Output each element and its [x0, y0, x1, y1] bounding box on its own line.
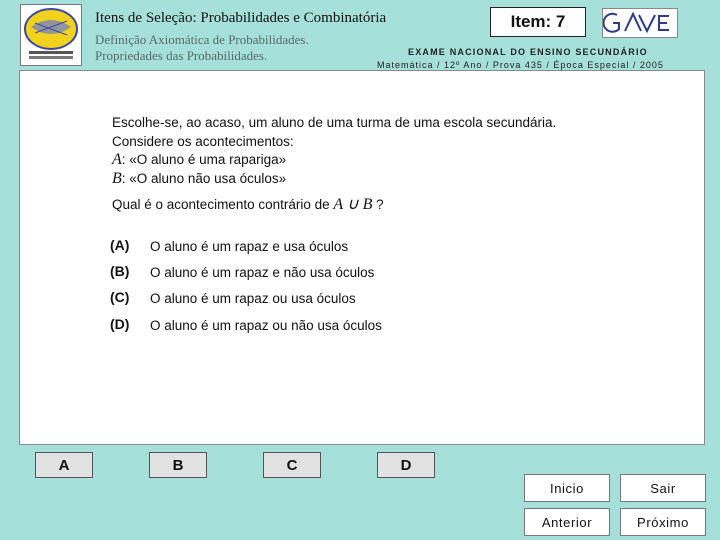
school-logo	[20, 4, 82, 66]
event-b-symbol: B	[112, 170, 122, 187]
event-a	[112, 151, 286, 169]
option-b-letter: (B)	[110, 263, 130, 279]
gave-logo-icon	[603, 9, 677, 37]
page-title: Itens de Seleção: Probabilidades e Combinatória	[95, 10, 387, 26]
option-d-text: O aluno é um rapaz ou não usa óculos	[150, 318, 382, 333]
topic-line-2: Propriedades das Probabilidades.	[95, 48, 268, 63]
topic-line-1: Definição Axiomática de Probabilidades.	[95, 32, 309, 47]
question-consider: Considere os acontecimentos:	[112, 134, 294, 149]
question-ask-expression: A ∪ B	[333, 196, 373, 213]
event-b-text: : «O aluno não usa óculos»	[121, 171, 287, 186]
question-mark: ?	[376, 197, 384, 212]
question-ask-text: Qual é o acontecimento contrário de	[112, 197, 330, 212]
exam-title: EXAME NACIONAL DO ENSINO SECUNDÁRIO	[408, 47, 648, 57]
question-panel	[19, 70, 705, 445]
sair-button[interactable]: Sair	[620, 474, 706, 502]
question-ask	[112, 194, 384, 214]
answer-button-c[interactable]: C	[263, 452, 321, 478]
event-a-symbol: A	[112, 151, 122, 168]
answer-button-d[interactable]: D	[377, 452, 435, 478]
anterior-button[interactable]: Anterior	[524, 508, 610, 536]
item-number-box: Item: 7	[490, 7, 586, 37]
gave-logo	[602, 8, 678, 38]
answer-button-a[interactable]: A	[35, 452, 93, 478]
option-b-text: O aluno é um rapaz e não usa óculos	[150, 265, 375, 280]
option-c-text: O aluno é um rapaz ou usa óculos	[150, 291, 356, 306]
option-c-letter: (C)	[110, 289, 130, 305]
school-logo-icon	[21, 5, 81, 65]
option-d-letter: (D)	[110, 316, 130, 332]
exam-details: Matemática / 12º Ano / Prova 435 / Época Especial / 2005	[377, 60, 664, 70]
option-a-text: O aluno é um rapaz e usa óculos	[150, 239, 349, 254]
answer-button-b[interactable]: B	[149, 452, 207, 478]
proximo-button[interactable]: Próximo	[620, 508, 706, 536]
event-a-text: : «O aluno é uma rapariga»	[121, 152, 287, 167]
option-a-letter: (A)	[110, 237, 130, 253]
inicio-button[interactable]: Inicio	[524, 474, 610, 502]
event-b	[112, 170, 286, 188]
question-intro: Escolhe-se, ao acaso, um aluno de uma turma de uma escola secundária.	[112, 115, 557, 130]
